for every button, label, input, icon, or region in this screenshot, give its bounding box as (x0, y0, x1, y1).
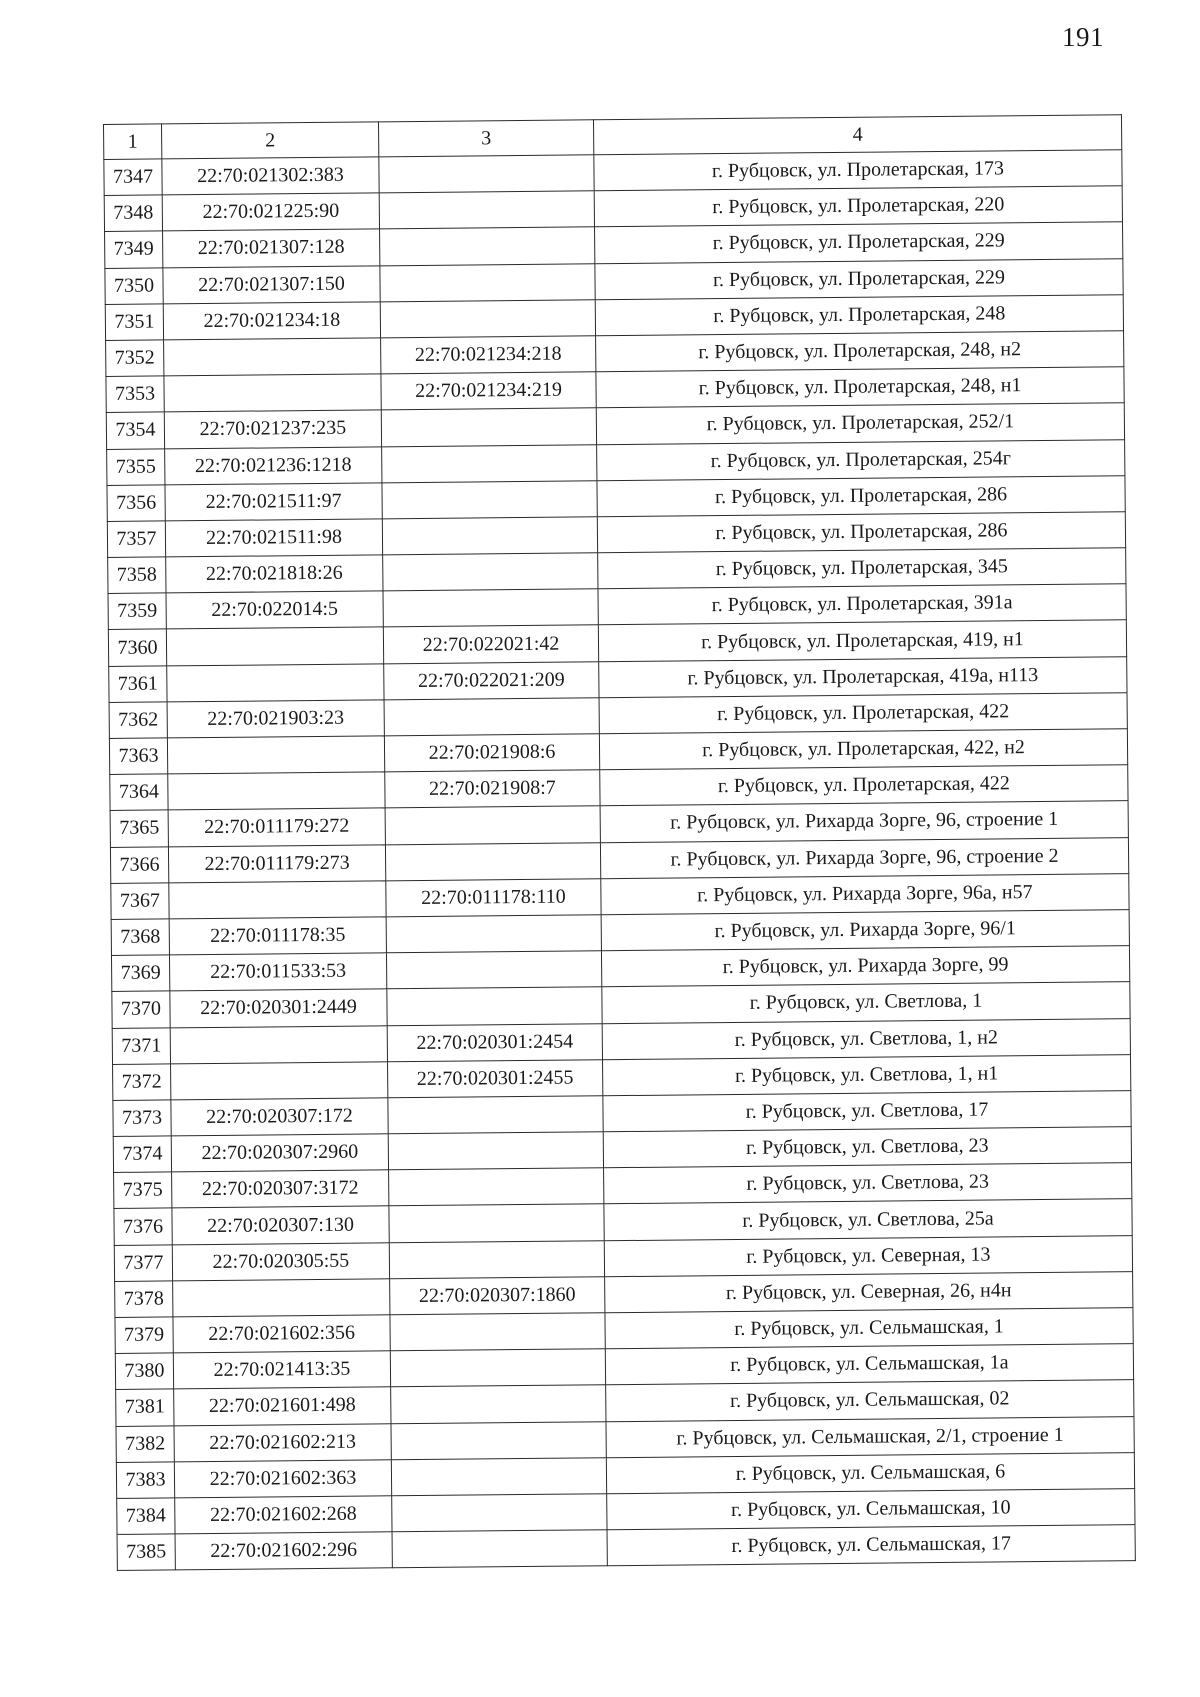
row-number-cell: 7374 (113, 1136, 171, 1173)
cadastral-number-cell: 22:70:021236:1218 (165, 446, 382, 484)
address-cell: г. Рубцовск, ул. Рихарда Зорге, 96/1 (601, 910, 1129, 951)
row-number-cell: 7366 (110, 846, 168, 883)
address-cell: г. Рубцовск, ул. Пролетарская, 286 (597, 512, 1125, 553)
address-cell: г. Рубцовск, ул. Рихарда Зорге, 96а, н57 (601, 873, 1129, 914)
registry-table-wrapper (103, 114, 1135, 1571)
row-number-cell: 7355 (107, 448, 165, 485)
premises-cadastral-number-cell (388, 1132, 603, 1170)
premises-cadastral-number-cell (391, 1421, 606, 1459)
premises-cadastral-number-cell (379, 155, 594, 193)
cadastral-number-cell: 22:70:021237:235 (164, 410, 381, 448)
row-number-cell: 7359 (108, 593, 166, 630)
premises-cadastral-number-cell (386, 915, 601, 953)
address-cell: г. Рубцовск, ул. Пролетарская, 229 (595, 222, 1123, 263)
row-number-cell: 7347 (104, 159, 162, 196)
row-number-cell: 7375 (114, 1172, 172, 1209)
premises-cadastral-number-cell: 22:70:021234:219 (381, 372, 596, 410)
address-cell: г. Рубцовск, ул. Светлова, 1, н1 (603, 1054, 1131, 1095)
cadastral-number-cell: 22:70:021307:150 (163, 265, 380, 303)
row-number-cell: 7363 (109, 738, 167, 775)
row-number-cell: 7348 (104, 195, 162, 232)
table-body (104, 150, 1136, 1571)
address-cell: г. Рубцовск, ул. Рихарда Зорге, 96, строение 1 (600, 801, 1128, 842)
row-number-cell: 7352 (106, 340, 164, 377)
premises-cadastral-number-cell (380, 263, 595, 301)
cadastral-number-cell: 22:70:021602:363 (174, 1460, 391, 1498)
address-cell: г. Рубцовск, ул. Рихарда Зорге, 96, строение 2 (600, 837, 1128, 878)
premises-cadastral-number-cell (386, 951, 601, 989)
address-cell: г. Рубцовск, ул. Светлова, 23 (604, 1163, 1132, 1204)
address-cell: г. Рубцовск, ул. Светлова, 1 (602, 982, 1130, 1023)
premises-cadastral-number-cell (382, 480, 597, 518)
cadastral-number-cell (167, 736, 384, 774)
address-cell: г. Рубцовск, ул. Пролетарская, 248 (595, 294, 1123, 335)
premises-cadastral-number-cell (384, 698, 599, 736)
row-number-cell: 7378 (115, 1281, 173, 1318)
cadastral-number-cell: 22:70:021511:98 (165, 519, 382, 557)
cadastral-number-cell: 22:70:011179:273 (168, 844, 385, 882)
premises-cadastral-number-cell (392, 1494, 607, 1532)
row-number-cell: 7368 (111, 919, 169, 956)
address-cell: г. Рубцовск, ул. Сельмашская, 6 (606, 1452, 1134, 1493)
address-cell: г. Рубцовск, ул. Сельмашская, 02 (606, 1380, 1134, 1421)
row-number-cell: 7381 (116, 1389, 174, 1426)
premises-cadastral-number-cell (381, 408, 596, 446)
cadastral-number-cell: 22:70:021511:97 (165, 483, 382, 521)
row-number-cell: 7351 (105, 304, 163, 341)
header-col-1: 1 (104, 124, 162, 160)
premises-cadastral-number-cell: 22:70:021908:6 (384, 734, 599, 772)
cadastral-number-cell: 22:70:020307:130 (172, 1206, 389, 1244)
cadastral-number-cell: 22:70:021302:383 (162, 157, 379, 195)
cadastral-number-cell (167, 663, 384, 701)
premises-cadastral-number-cell (385, 806, 600, 844)
cadastral-number-cell: 22:70:021601:498 (174, 1387, 391, 1425)
row-number-cell: 7367 (111, 883, 169, 920)
row-number-cell: 7357 (107, 521, 165, 558)
premises-cadastral-number-cell (382, 517, 597, 555)
premises-cadastral-number-cell (383, 553, 598, 591)
address-cell: г. Рубцовск, ул. Пролетарская, 345 (598, 548, 1126, 589)
address-cell: г. Рубцовск, ул. Светлова, 1, н2 (602, 1018, 1130, 1059)
premises-cadastral-number-cell (380, 300, 595, 338)
header-col-3: 3 (378, 120, 593, 157)
cadastral-number-cell (173, 1279, 390, 1317)
row-number-cell: 7364 (110, 774, 168, 811)
address-cell: г. Рубцовск, ул. Пролетарская, 286 (597, 475, 1125, 516)
address-cell: г. Рубцовск, ул. Пролетарская, 422 (599, 693, 1127, 734)
cadastral-number-cell: 22:70:020307:3172 (172, 1170, 389, 1208)
row-number-cell: 7369 (111, 955, 169, 992)
address-cell: г. Рубцовск, ул. Северная, 13 (604, 1235, 1132, 1276)
row-number-cell: 7353 (106, 376, 164, 413)
header-col-2: 2 (162, 122, 379, 159)
premises-cadastral-number-cell (392, 1530, 607, 1568)
cadastral-number-cell (164, 374, 381, 412)
cadastral-number-cell: 22:70:011178:35 (169, 917, 386, 955)
premises-cadastral-number-cell: 22:70:011178:110 (386, 879, 601, 917)
cadastral-number-cell: 22:70:021818:26 (166, 555, 383, 593)
row-number-cell: 7385 (117, 1534, 175, 1571)
premises-cadastral-number-cell: 22:70:021908:7 (385, 770, 600, 808)
cadastral-number-cell (171, 1061, 388, 1099)
row-number-cell: 7360 (108, 629, 166, 666)
address-cell: г. Рубцовск, ул. Пролетарская, 248, н2 (596, 331, 1124, 372)
premises-cadastral-number-cell (383, 589, 598, 627)
cadastral-number-cell: 22:70:020307:2960 (171, 1134, 388, 1172)
row-number-cell: 7358 (108, 557, 166, 594)
address-cell: г. Рубцовск, ул. Пролетарская, 173 (594, 150, 1122, 191)
cadastral-number-cell: 22:70:020307:172 (171, 1098, 388, 1136)
address-cell: г. Рубцовск, ул. Пролетарская, 254г (597, 439, 1125, 480)
cadastral-number-cell: 22:70:021602:356 (173, 1315, 390, 1353)
row-number-cell: 7370 (112, 991, 170, 1028)
address-cell: г. Рубцовск, ул. Пролетарская, 422 (600, 765, 1128, 806)
cadastral-number-cell (166, 627, 383, 665)
address-cell: г. Рубцовск, ул. Северная, 26, н4н (605, 1271, 1133, 1312)
cadastral-number-cell: 22:70:021413:35 (173, 1351, 390, 1389)
cadastral-number-cell: 22:70:020305:55 (172, 1242, 389, 1280)
cadastral-number-cell (170, 1025, 387, 1063)
address-cell: г. Рубцовск, ул. Светлова, 17 (603, 1091, 1131, 1132)
premises-cadastral-number-cell (389, 1168, 604, 1206)
address-cell: г. Рубцовск, ул. Пролетарская, 220 (594, 186, 1122, 227)
cadastral-number-cell: 22:70:021602:296 (175, 1532, 392, 1570)
premises-cadastral-number-cell (390, 1313, 605, 1351)
cadastral-number-cell: 22:70:020301:2449 (170, 989, 387, 1027)
address-cell: г. Рубцовск, ул. Сельмашская, 17 (607, 1525, 1135, 1566)
row-number-cell: 7380 (115, 1353, 173, 1390)
cadastral-number-cell: 22:70:021602:213 (174, 1423, 391, 1461)
cadastral-number-cell: 22:70:011179:272 (168, 808, 385, 846)
cadastral-number-cell (164, 338, 381, 376)
row-number-cell: 7372 (113, 1064, 171, 1101)
premises-cadastral-number-cell (379, 191, 594, 229)
row-number-cell: 7382 (116, 1425, 174, 1462)
premises-cadastral-number-cell: 22:70:022021:42 (383, 625, 598, 663)
header-col-4: 4 (593, 115, 1121, 155)
page-number: 191 (1062, 22, 1104, 52)
address-cell: г. Рубцовск, ул. Светлова, 23 (603, 1127, 1131, 1168)
registry-table (103, 114, 1136, 1571)
row-number-cell: 7362 (109, 702, 167, 739)
address-cell: г. Рубцовск, ул. Сельмашская, 1а (605, 1344, 1133, 1385)
premises-cadastral-number-cell (389, 1204, 604, 1242)
premises-cadastral-number-cell: 22:70:022021:209 (384, 661, 599, 699)
premises-cadastral-number-cell (389, 1240, 604, 1278)
address-cell: г. Рубцовск, ул. Пролетарская, 248, н1 (596, 367, 1124, 408)
cadastral-number-cell: 22:70:021225:90 (162, 193, 379, 231)
address-cell: г. Рубцовск, ул. Сельмашская, 1 (605, 1308, 1133, 1349)
premises-cadastral-number-cell: 22:70:020307:1860 (390, 1277, 605, 1315)
premises-cadastral-number-cell (380, 227, 595, 265)
premises-cadastral-number-cell: 22:70:021234:218 (381, 336, 596, 374)
row-number-cell: 7371 (112, 1027, 170, 1064)
premises-cadastral-number-cell (391, 1385, 606, 1423)
premises-cadastral-number-cell (385, 842, 600, 880)
premises-cadastral-number-cell (391, 1457, 606, 1495)
cadastral-number-cell: 22:70:021234:18 (163, 302, 380, 340)
cadastral-number-cell (169, 881, 386, 919)
address-cell: г. Рубцовск, ул. Светлова, 25а (604, 1199, 1132, 1240)
cadastral-number-cell: 22:70:011533:53 (169, 953, 386, 991)
premises-cadastral-number-cell (388, 1096, 603, 1134)
premises-cadastral-number-cell: 22:70:020301:2454 (387, 1023, 602, 1061)
row-number-cell: 7379 (115, 1317, 173, 1354)
address-cell: г. Рубцовск, ул. Пролетарская, 229 (595, 258, 1123, 299)
address-cell: г. Рубцовск, ул. Сельмашская, 10 (607, 1489, 1135, 1530)
row-number-cell: 7373 (113, 1100, 171, 1137)
row-number-cell: 7384 (117, 1498, 175, 1535)
cadastral-number-cell: 22:70:022014:5 (166, 591, 383, 629)
address-cell: г. Рубцовск, ул. Пролетарская, 419, н1 (598, 620, 1126, 661)
row-number-cell: 7361 (109, 666, 167, 703)
cadastral-number-cell: 22:70:021602:268 (175, 1496, 392, 1534)
row-number-cell: 7350 (105, 267, 163, 304)
cadastral-number-cell: 22:70:021307:128 (163, 229, 380, 267)
premises-cadastral-number-cell: 22:70:020301:2455 (388, 1059, 603, 1097)
address-cell: г. Рубцовск, ул. Пролетарская, 419а, н113 (599, 656, 1127, 697)
row-number-cell: 7354 (106, 412, 164, 449)
row-number-cell: 7356 (107, 485, 165, 522)
address-cell: г. Рубцовск, ул. Сельмашская, 2/1, строение 1 (606, 1416, 1134, 1457)
premises-cadastral-number-cell (382, 444, 597, 482)
row-number-cell: 7377 (114, 1245, 172, 1282)
premises-cadastral-number-cell (387, 987, 602, 1025)
address-cell: г. Рубцовск, ул. Пролетарская, 391а (598, 584, 1126, 625)
premises-cadastral-number-cell (390, 1349, 605, 1387)
cadastral-number-cell (168, 772, 385, 810)
row-number-cell: 7349 (105, 231, 163, 268)
cadastral-number-cell: 22:70:021903:23 (167, 700, 384, 738)
address-cell: г. Рубцовск, ул. Пролетарская, 252/1 (596, 403, 1124, 444)
address-cell: г. Рубцовск, ул. Пролетарская, 422, н2 (599, 729, 1127, 770)
row-number-cell: 7365 (110, 810, 168, 847)
row-number-cell: 7376 (114, 1208, 172, 1245)
address-cell: г. Рубцовск, ул. Рихарда Зорге, 99 (601, 946, 1129, 987)
row-number-cell: 7383 (116, 1462, 174, 1499)
